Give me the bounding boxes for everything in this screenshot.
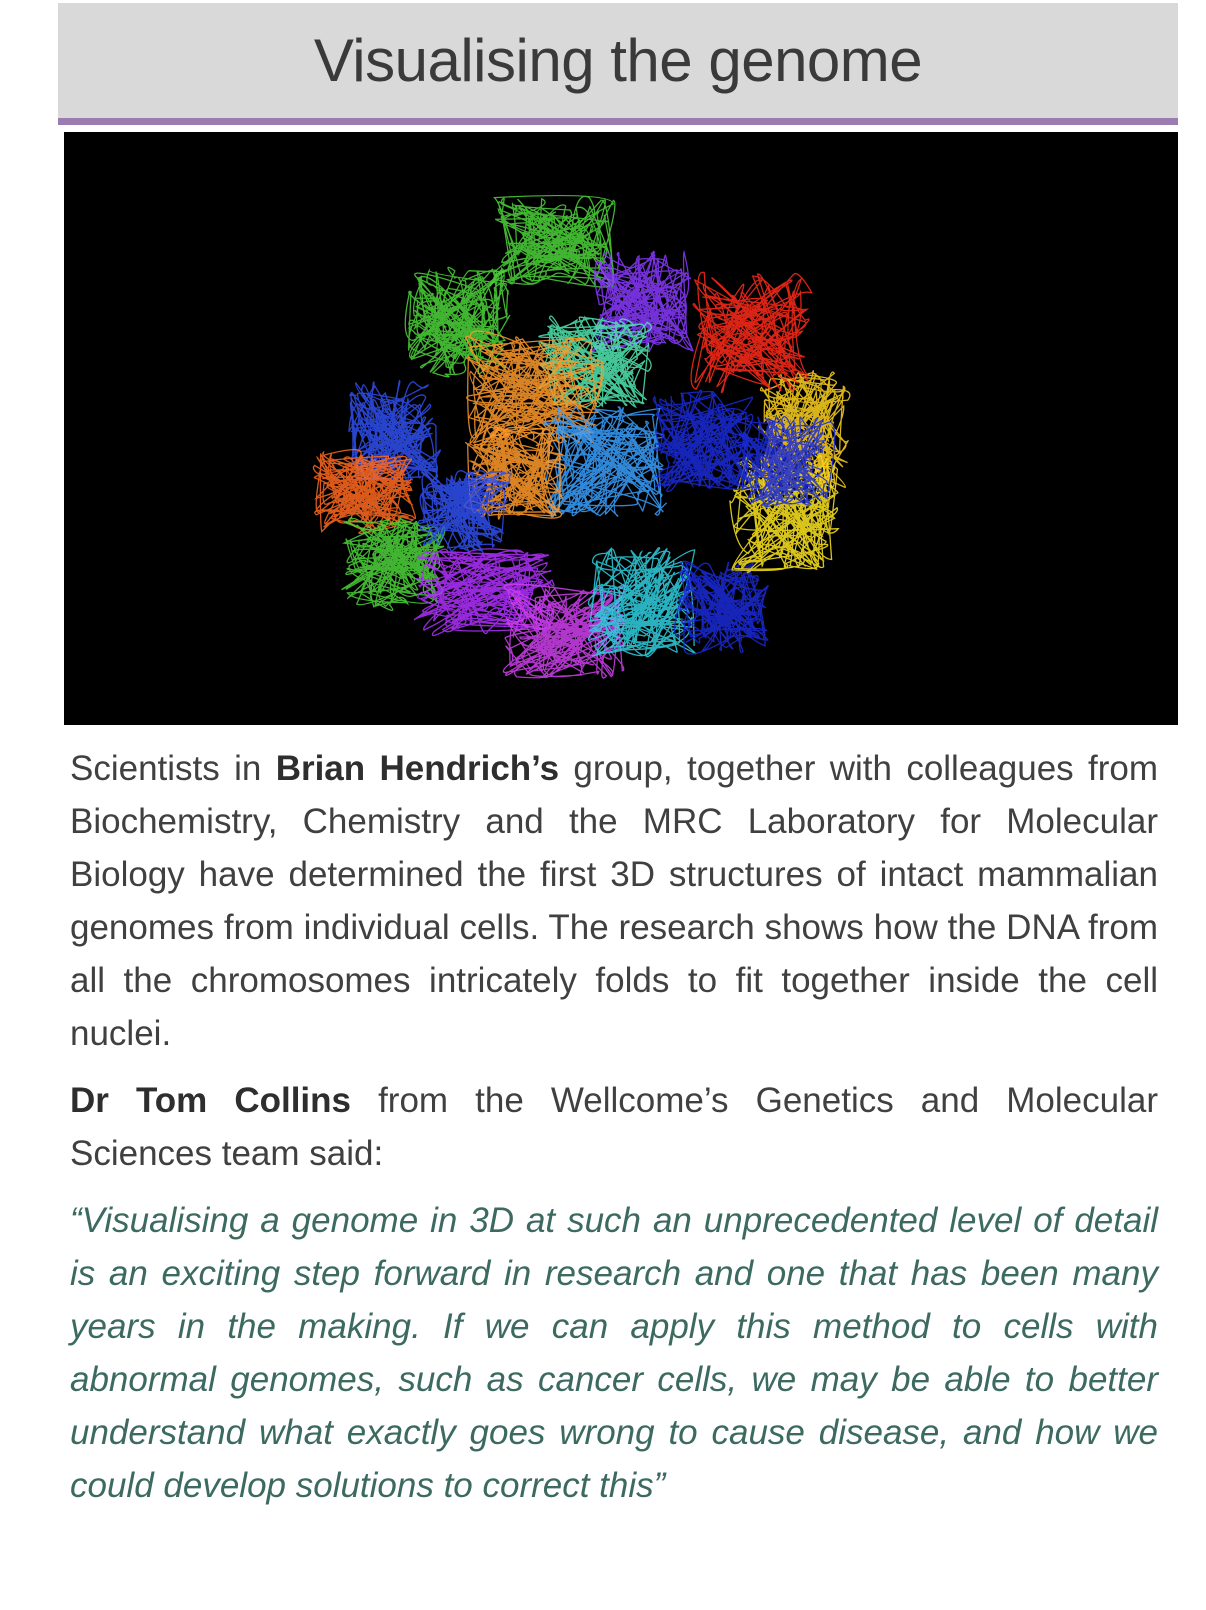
chromosome-territory	[544, 407, 666, 517]
paragraph-intro	[70, 742, 1158, 1060]
page-title: Visualising the genome	[313, 27, 923, 94]
chromosome-territory	[691, 272, 812, 392]
intro-text-start: Scientists in	[70, 749, 276, 788]
quoted-person-name: Dr Tom Collins	[70, 1081, 351, 1120]
paragraph-attribution	[70, 1074, 1158, 1180]
genome-figure	[64, 132, 1178, 725]
researcher-name: Brian Hendrich’s	[275, 749, 560, 788]
intro-text-rest: group, together with colleagues from Biochemistry, Chemistry and the MRC Laboratory for Molecular Biology have determined the first 3D structures of intact mammalian genomes from individual cells. The research shows how the DNA from all the chromosomes intricately folds to fit together inside the cell nuclei.	[70, 749, 1158, 1053]
attribution-text: from the Wellcome’s Genetics and Molecular Sciences team said:	[70, 1081, 1158, 1173]
chromosome-territory	[653, 390, 753, 491]
chromosome-territory	[675, 561, 769, 654]
title-bar	[58, 3, 1178, 125]
chromosome-territory	[590, 251, 693, 353]
quote-paragraph: “Visualising a genome in 3D at such an unprecedented level of detail is an exciting step forward in research and one that has been many years in the making. If we can apply this method to cells with abnormal genomes, such as cancer cells, we may be able to better understand what exactly goes wrong to cause disease, and how we could develop solutions to correct this”	[70, 1201, 1158, 1505]
article-body	[70, 742, 1158, 1526]
chromosome-territory	[313, 450, 415, 534]
genome-3d-structure-image	[64, 132, 1178, 725]
